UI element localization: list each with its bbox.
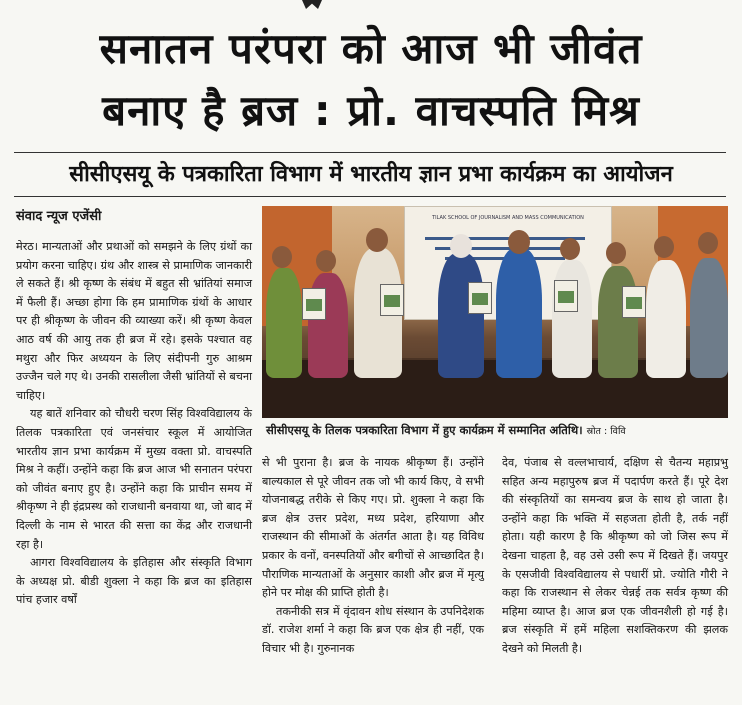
banner-text: TILAK SCHOOL OF JOURNALISM AND MASS COMMUNICATION: [432, 215, 584, 221]
person: [646, 260, 686, 378]
person: [690, 258, 728, 378]
rule-bottom: [14, 196, 726, 197]
subheadline: सीसीएसयू के पत्रकारिता विभाग में भारतीय ज्ञान प्रभा कार्यक्रम का आयोजन: [69, 162, 673, 187]
newspaper-logo-mark: [302, 0, 322, 9]
book-cover: [468, 282, 492, 314]
event-photo: [262, 206, 728, 418]
person-head: [450, 234, 472, 258]
book-cover: [554, 280, 578, 312]
person-head: [272, 246, 292, 268]
byline: संवाद न्यूज एजेंसी: [16, 209, 102, 224]
person-head: [606, 242, 626, 264]
book-cover: [380, 284, 404, 316]
banner-line: [425, 237, 585, 240]
column-1: [16, 238, 252, 610]
article-paragraph: से भी पुराना है। ब्रज के नायक श्रीकृष्ण हैं। उन्होंने बाल्यकाल से पूरे जीवन तक जो भी कार्य किए, वे सभी योजनाबद्ध तरीके से किए गए। प्रो. शुक्ला ने कहा कि ब्रज क्षेत्र उत्तर प्रदेश, मध्य प्रदेश, हरियाणा और राजस्थान की सीमाओं के अंतर्गत आता है। यह विविध प्रकार के वनों, वनस्पतियों और बगीचों से आच्छादित है। पौराणिक मान्यताओं के अनुसार काशी और ब्रज में मृत्यु होने पर मोक्ष की प्राप्ति होती है।: [262, 456, 484, 600]
article-paragraph: आगरा विश्वविद्यालय के इतिहास और संस्कृति विभाग के अध्यक्ष प्रो. बीडी शुक्ला ने कहा कि ब्रज का इतिहास पांच हजार वर्षों: [16, 556, 252, 607]
caption-text: सीसीएसयू के तिलक पत्रकारिता विभाग में हुए कार्यक्रम में सम्मानित अतिथि।: [266, 423, 583, 437]
book-cover: [302, 288, 326, 320]
person-head: [560, 238, 580, 260]
person-head: [508, 230, 530, 254]
column-2: [262, 454, 484, 659]
person: [438, 253, 484, 378]
photo-source: स्रोत : विवि: [586, 426, 626, 437]
person: [552, 260, 592, 378]
article-paragraph: यह बातें शनिवार को चौधरी चरण सिंह विश्वविद्यालय के तिलक पत्रकारिता एवं जनसंचार स्कूल में आयोजित भारतीय ज्ञान प्रभा कार्यक्रम में मुख्य वक्ता प्रो. वाचस्पति मिश्र ने कहीं। उन्होंने कहा कि ब्रज आज भी सनातन परंपरा को जीवंत बनाए हुए है। उन्होंने कहा कि प्राचीन समय में श्रीकृष्ण ने ही इंद्रप्रस्थ को राजधानी बनवाया था, जो बाद में दिल्ली के नाम से भारत की सत्ता का केंद्र और राजधानी रहा है।: [16, 407, 252, 551]
photo-caption: [266, 423, 728, 438]
person-head: [698, 232, 718, 254]
person: [266, 268, 302, 378]
person: [598, 266, 638, 378]
person-head: [654, 236, 674, 258]
headline-line-2: बनाए है ब्रज : प्रो. वाचस्पति मिश्र: [102, 86, 640, 135]
headline-line-1: सनातन परंपरा को आज भी जीवंत: [99, 24, 643, 73]
book-cover: [622, 286, 646, 318]
person-head: [366, 228, 388, 252]
person-head: [316, 250, 336, 272]
article-paragraph: तकनीकी सत्र में वृंदावन शोध संस्थान के उपनिदेशक डॉ. राजेश शर्मा ने कहा कि ब्रज एक क्षेत्र ही नहीं, एक विचार भी है। गुरुनानक: [262, 604, 484, 655]
rule-top: [14, 152, 726, 153]
column-3: [502, 454, 728, 659]
article-paragraph: मेरठ। मान्यताओं और प्रथाओं को समझने के लिए ग्रंथों का प्रयोग करना चाहिए। ग्रंथ और शास्त्र से प्रामाणिक जानकारी ले सकते हैं। श्री कृष्ण के संबंध में बहुत सी भ्रांतियां समाज में फैली हैं। अच्छा होगा कि हम प्रामाणिक ग्रंथों के आधार पर ही श्रीकृष्ण के जीवन की व्याख्या करें। श्री कृष्ण केवल आठ वर्ष की आयु तक ही ब्रज में रहे। इसके पश्चात वह मथुरा और फिर अध्ययन के लिए संदीपनी गुरु आश्रम उज्जैन चले गए थे। उनकी रासलीला जैसी भ्रांतियों से बचना चाहिए।: [16, 240, 252, 402]
person: [496, 248, 542, 378]
article-paragraph: देव, पंजाब से वल्लभाचार्य, दक्षिण से चैतन्य महाप्रभु सहित अन्य महापुरुष ब्रज में पदार्पण करते हैं। पूरे देश की संस्कृतियों का समन्वय ब्रज के साथ हो जाता है। उन्होंने कहा कि भक्ति में सहजता होती है, तर्क नहीं होता। यही कारण है कि श्रीकृष्ण को जो जिस रूप में देखना चाहता है, वह उसे उसी रूप में दिखते हैं। जयपुर के एसजीवी विश्वविद्यालय से पधारीं प्रो. ज्योति गौरी ने कहा कि राजस्थान से लेकर चेन्नई तक सर्वत्र कृष्ण की महिमा व्याप्त है। आज ब्रज एक जीवनशैली हो गई है। ब्रज संस्कृति में हमें महिला सशक्तिकरण की झलक देखने को मिलती है।: [502, 456, 728, 655]
